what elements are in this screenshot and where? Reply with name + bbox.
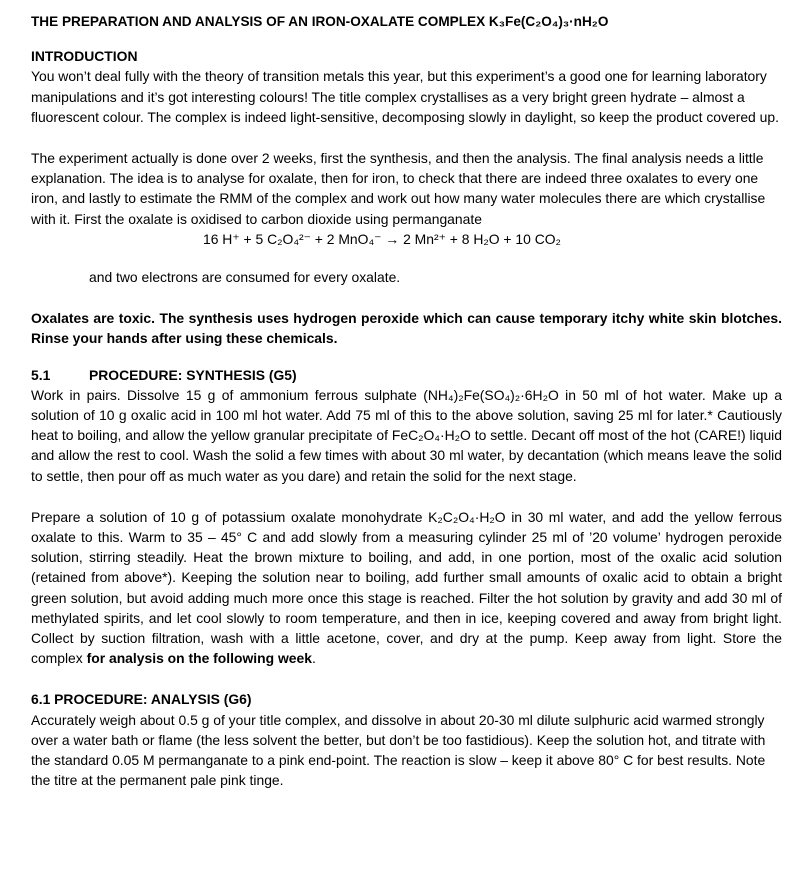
synthesis-paragraph-2-bold: for analysis on the following week <box>86 650 312 667</box>
reaction-equation: 16 H⁺ + 5 C₂O₄²⁻ + 2 MnO₄⁻ → 2 Mn²⁺ + 8 H₂O + 10 CO₂ <box>203 230 561 247</box>
analysis-heading: 6.1 PROCEDURE: ANALYSIS (G6) <box>31 691 252 708</box>
equation-note: and two electrons are consumed for every oxalate. <box>89 269 401 286</box>
synthesis-paragraph-1: Work in pairs. Dissolve 15 g of ammonium ferrous sulphate (NH₄)₂Fe(SO₄)₂·6H₂O in 50 ml of hot water. Make up a solution of 10 g oxalic acid in 100 ml hot water. Add 75 ml of this to the above solution, saving 25 ml for later.* Cautiously heat to boiling, and allow the yellow granular precipitate of FeC₂O₄·H₂O to settle. Decant off most of the hot (CARE!) liquid and allow the rest to cool. Wash the solid a few times with about 30 ml water, by decantation (which means leave the solid to settle, then pour off as much water as you dare) and retain the solid for the next stage. <box>31 386 782 484</box>
introduction-heading: INTRODUCTION <box>31 48 138 65</box>
safety-warning: Oxalates are toxic. The synthesis uses hydrogen peroxide which can cause temporary itchy white skin blotches. Rinse your hands after using these chemicals. <box>31 310 782 347</box>
synthesis-heading <box>31 365 782 385</box>
synthesis-section-number: 5.1 <box>31 366 51 383</box>
introduction-paragraph-2: The experiment actually is done over 2 weeks, first the synthesis, and then the analysis. The final analysis needs a little explanation. The idea is to analyse for oxalate, then for iron, to check that there are indeed three oxalates to every one iron, and lastly to estimate the RMM of the complex and work out how many water molecules there are which crystallise with it. First the oxalate is oxidised to carbon dioxide using permanganate <box>31 150 766 227</box>
document-title: THE PREPARATION AND ANALYSIS OF AN IRON-OXALATE COMPLEX K₃Fe(C₂O₄)₃·nH₂O <box>31 14 609 29</box>
analysis-paragraph-1: Accurately weigh about 0.5 g of your title complex, and dissolve in about 20-30 ml dilute sulphuric acid warmed strongly over a water bath or flame (the less solvent the better, but don’t be too fastidious). Keep the solution hot, and titrate with the standard 0.05 M permanganate to a pink end-point. The reaction is slow – keep it above 80° C for best results. Note the titre at the permanent pale pink tinge. <box>31 711 766 789</box>
synthesis-paragraph-2-text: Prepare a solution of 10 g of potassium oxalate monohydrate K₂C₂O₄·H₂O in 30 ml water, and add the yellow ferrous oxalate to this. Warm to 35 – 45° C and add slowly from a measuring cylinder 25 ml of ’20 volume’ hydrogen peroxide solution, stirring steadily. Heat the brown mixture to boiling, and add, in one portion, most of the oxalic acid solution (retained from above*). Keeping the solution near to boiling, add further small amounts of oxalic acid to obtain a bright green solution, but avoid adding much more once this stage is reached. Filter the hot solution by gravity and add 30 ml of methylated spirits, and let cool slowly to room temperature, and then in ice, keeping covered and away from bright light. Collect by suction filtration, wash with a little acetone, cover, and dry at the pump. Keep away from light. Store the complex <box>31 508 782 667</box>
introduction-paragraph-1: You won’t deal fully with the theory of transition metals this year, but this experiment’s a good one for learning laboratory manipulations and it’s got interesting colours! The title complex crystallises as a very bright green hydrate – almost a fluorescent colour. The complex is indeed light-sensitive, decomposing slowly in daylight, so keep the product covered up. <box>31 68 779 125</box>
synthesis-paragraph-2-end: . <box>311 650 316 667</box>
synthesis-heading-text: PROCEDURE: SYNTHESIS (G5) <box>89 366 297 383</box>
synthesis-paragraph-2 <box>31 507 782 669</box>
